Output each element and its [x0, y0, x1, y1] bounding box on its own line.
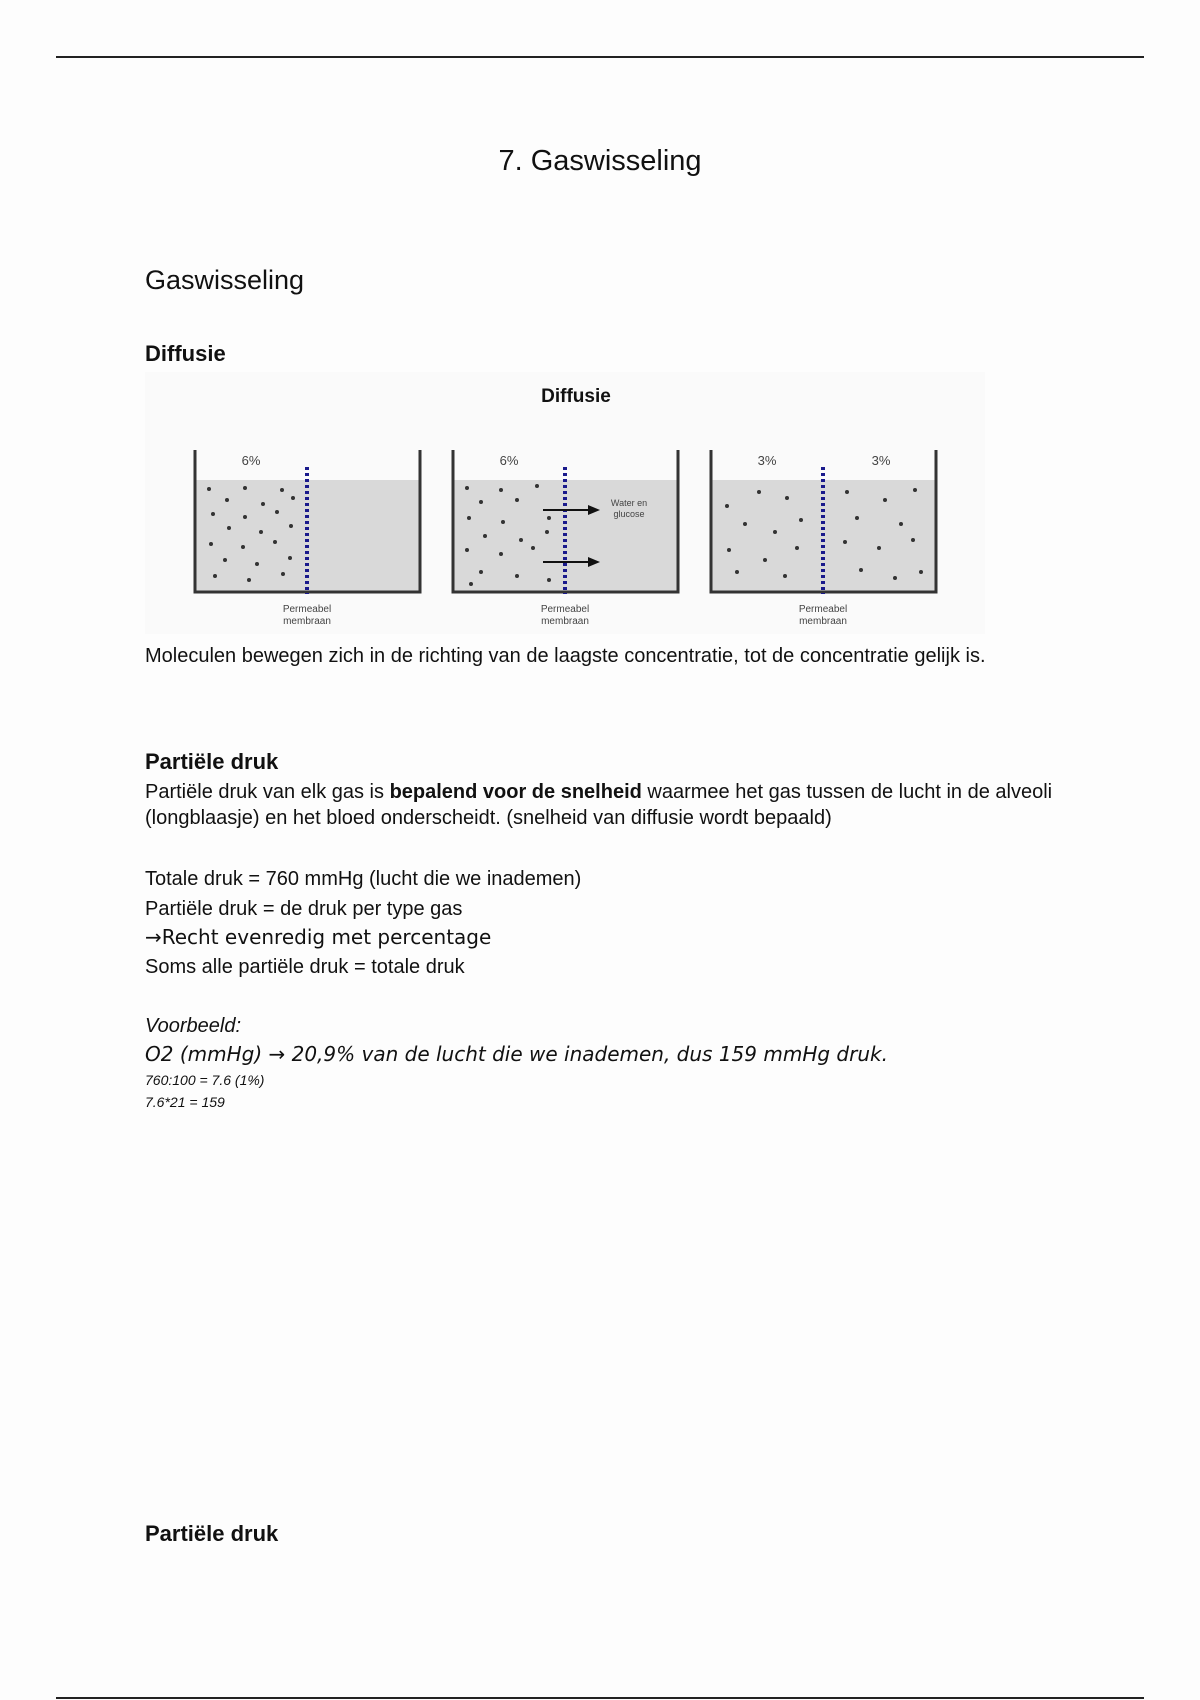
- membrane-label: Permeabel: [282, 604, 332, 615]
- calc-line-2: 7.6*21 = 159: [145, 1094, 225, 1110]
- partiele-druk-heading: Partiële druk: [145, 749, 279, 774]
- arrow-label: glucose: [613, 509, 645, 519]
- paragraph-text: Partiële druk van elk gas is: [145, 781, 390, 803]
- diffusie-heading: Diffusie: [145, 341, 226, 366]
- som-druk-line: Soms alle partiële druk = totale druk: [145, 956, 465, 978]
- membrane-label: membraan: [541, 616, 589, 627]
- section-heading: Gaswisseling: [145, 265, 305, 295]
- left-percentage: 6%: [499, 453, 519, 468]
- totale-druk-line: Totale druk = 760 mmHg (lucht die we inademen): [145, 868, 582, 890]
- right-percentage: 3%: [871, 453, 891, 468]
- diffusie-caption: Moleculen bewegen zich in de richting van de laagste concentratie, tot de concentratie gelijk is.: [145, 645, 986, 667]
- diffusie-figure: [145, 372, 985, 634]
- membrane-label: membraan: [799, 616, 847, 627]
- partiele-druk-heading-2: Partiële druk: [145, 1521, 279, 1546]
- bottom-rule: [56, 1697, 1144, 1699]
- top-rule: [56, 56, 1144, 58]
- membrane-label: membraan: [283, 616, 331, 627]
- paragraph-text: waarmee het gas tussen de lucht in de alveoli (longblaasje) en het bloed onderscheidt. (snelheid van diffusie wordt bepaald): [145, 781, 1053, 829]
- evenredig-line: →Recht evenredig met percentage: [145, 925, 492, 949]
- partiele-druk-paragraph: [145, 779, 1065, 831]
- paragraph-bold-text: bepalend voor de snelheid: [389, 781, 642, 803]
- membrane-label: Permeabel: [540, 604, 590, 615]
- example-label: Voorbeeld:: [145, 1015, 241, 1037]
- calc-line-1: 760:100 = 7.6 (1%): [145, 1072, 265, 1088]
- figure-title: Diffusie: [541, 386, 611, 407]
- partiele-druk-definition: Partiële druk = de druk per type gas: [145, 898, 463, 920]
- example-main: O2 (mmHg) → 20,9% van de lucht die we inademen, dus 159 mmHg druk.: [145, 1042, 888, 1066]
- page-title: 7. Gaswisseling: [498, 145, 702, 177]
- arrow-label: Water en: [610, 498, 648, 508]
- membrane-label: Permeabel: [798, 604, 848, 615]
- left-percentage: 3%: [757, 453, 777, 468]
- left-percentage: 6%: [241, 453, 261, 468]
